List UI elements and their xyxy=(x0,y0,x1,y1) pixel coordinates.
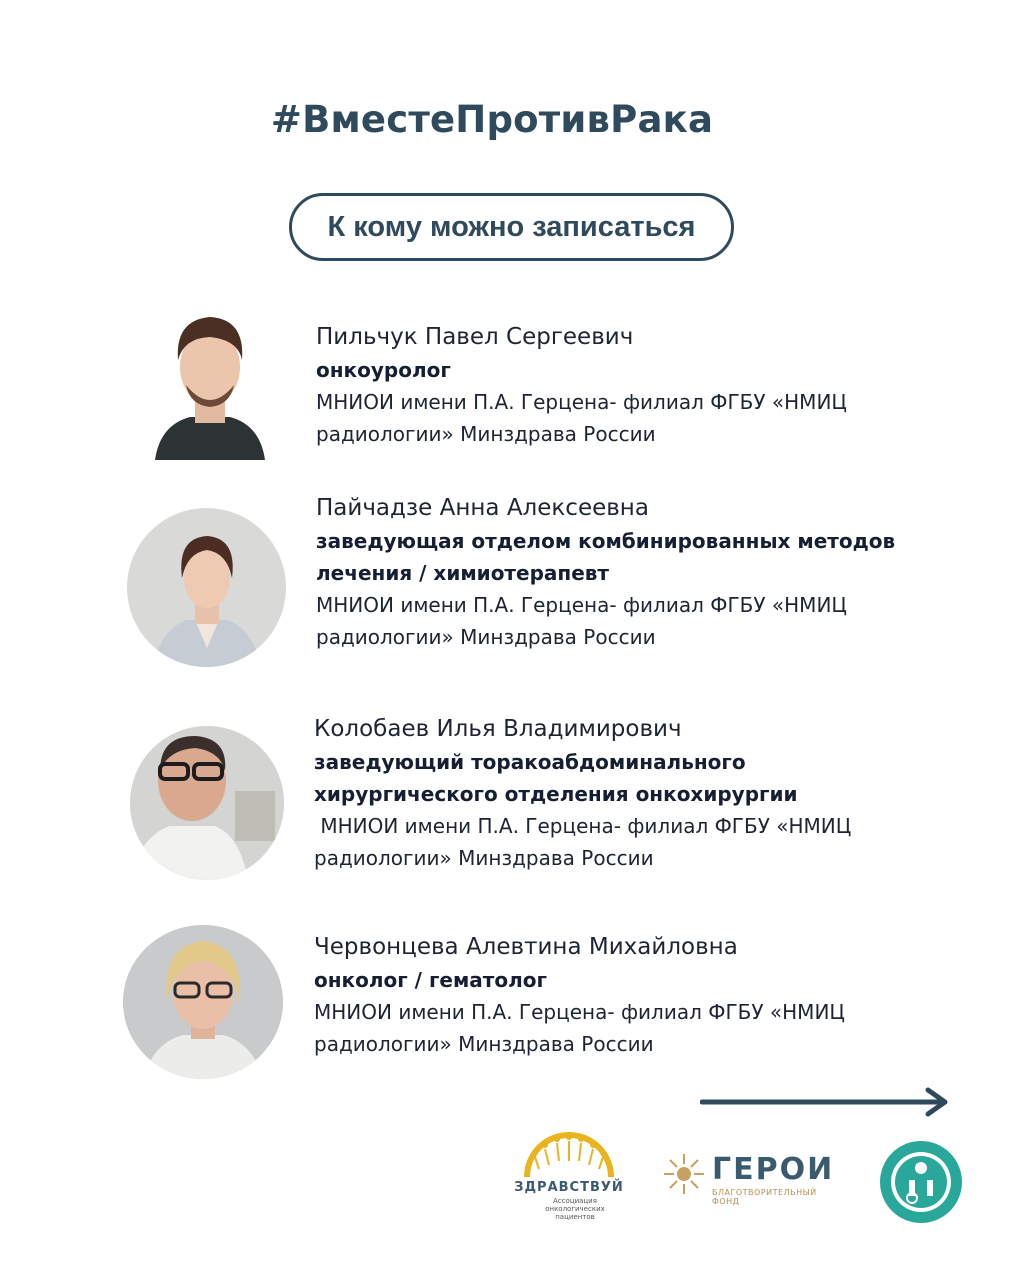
geroi-logo xyxy=(660,1150,835,1210)
association-seal-logo xyxy=(879,1140,963,1224)
doctor-role: онколог / гематолог xyxy=(314,968,547,992)
sunburst-icon xyxy=(662,1152,706,1196)
hashtag-title: #ВместеПротивРака xyxy=(270,98,714,141)
doctor-organization: МНИОИ имени П.А. Герцена- филиал ФГБУ «НМИЦ радиологии» Минздрава России xyxy=(314,1000,845,1056)
doctor-photo-3 xyxy=(130,726,284,880)
zdravstvuy-logo xyxy=(505,1125,633,1225)
doctor-organization: МНИОИ имени П.А. Герцена- филиал ФГБУ «НМИЦ радиологии» Минздрава России xyxy=(314,814,858,870)
doctor-photo-2 xyxy=(127,508,286,667)
doctor-name: Пайчадзе Анна Алексеевна xyxy=(316,495,649,521)
subtitle-pill: К кому можно записаться xyxy=(289,193,734,261)
doctor-photo-4 xyxy=(123,925,283,1079)
sun-people-icon xyxy=(505,1125,633,1181)
zdravstvuy-subtitle: Ассоциация онкологических пациентов xyxy=(545,1197,605,1221)
doctor-organization: МНИОИ имени П.А. Герцена- филиал ФГБУ «НМИЦ радиологии» Минздрава России xyxy=(316,593,847,649)
zdravstvuy-title: ЗДРАВСТВУЙ xyxy=(514,1180,624,1195)
doctor-role: заведующий торакоабдоминального хирургического отделения онкохирургии xyxy=(314,750,798,806)
geroi-subtitle: БЛАГОТВОРИТЕЛЬНЫЙ ФОНД xyxy=(712,1188,817,1206)
doctor-name: Червонцева Алевтина Михайловна xyxy=(314,934,738,960)
doctor-name: Пильчук Павел Сергеевич xyxy=(316,324,634,350)
doctor-photo-1 xyxy=(150,305,270,460)
arrow-right-icon[interactable] xyxy=(700,1085,952,1123)
doctor-organization: МНИОИ имени П.А. Герцена- филиал ФГБУ «НМИЦ радиологии» Минздрава России xyxy=(316,390,847,446)
doctor-name: Колобаев Илья Владимирович xyxy=(314,716,682,742)
doctor-role: заведующая отделом комбинированных методов лечения / химиотерапевт xyxy=(316,529,896,585)
doctor-role: онкоуролог xyxy=(316,358,451,382)
geroi-title: ГЕРОИ xyxy=(712,1152,835,1187)
partner-logos xyxy=(0,1125,1024,1235)
